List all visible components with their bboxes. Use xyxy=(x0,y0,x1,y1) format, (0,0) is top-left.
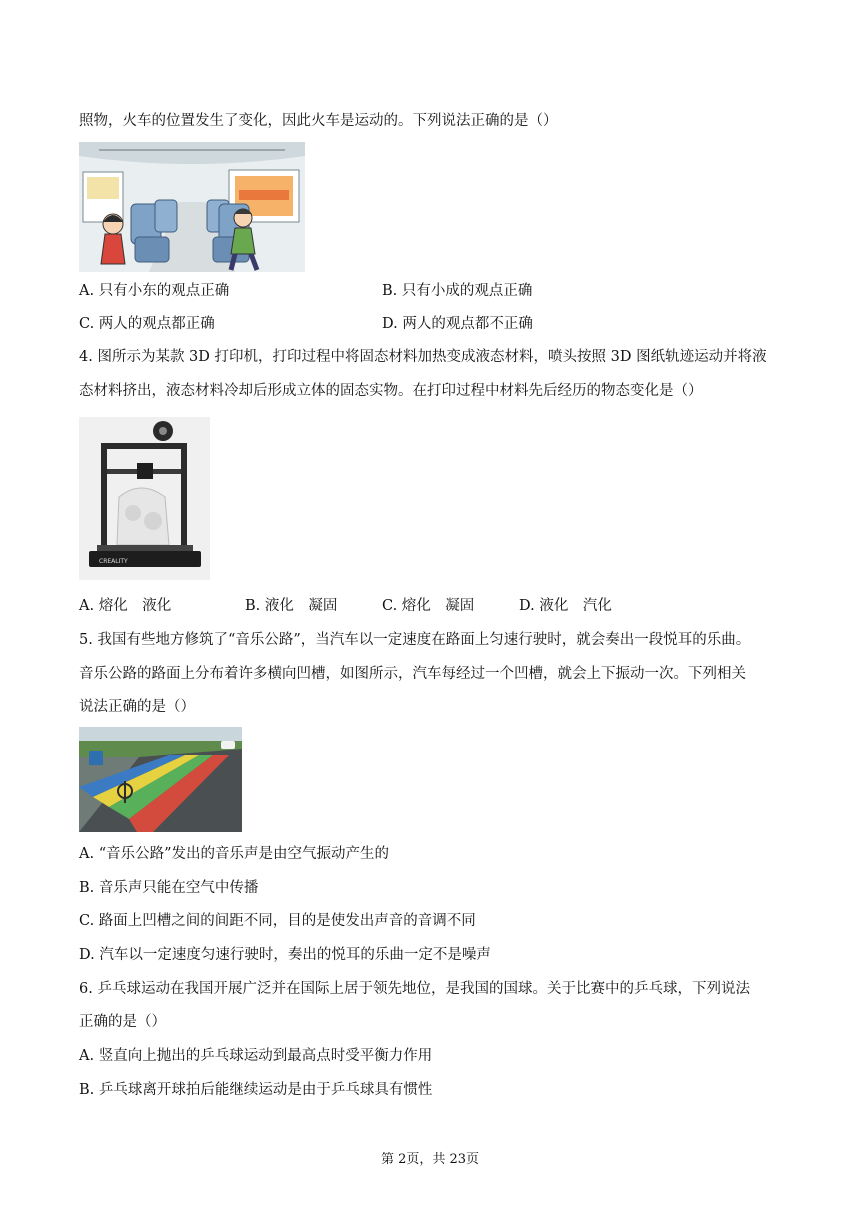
q5-option-a: A. “音乐公路”发出的音乐声是由空气振动产生的 xyxy=(79,846,390,862)
q5-stem-line-1: 5. 我国有些地方修筑了“音乐公路”，当汽车以一定速度在路面上匀速行驶时，就会奏出一段悦耳的乐曲。 xyxy=(79,632,751,648)
q3-option-a: A. 只有小东的观点正确 xyxy=(79,283,230,299)
q5-option-d: D. 汽车以一定速度匀速行驶时，奏出的悦耳的乐曲一定不是噪声 xyxy=(79,947,491,963)
train-interior-illustration xyxy=(79,142,305,272)
q4-option-b: B. 液化 凝固 xyxy=(245,598,338,614)
q6-option-b: B. 乒乓球离开球拍后能继续运动是由于乒乓球具有惯性 xyxy=(79,1082,433,1098)
q3-option-c: C. 两人的观点都正确 xyxy=(79,316,215,332)
music-road-svg xyxy=(79,727,242,832)
q5-stem-line-2: 音乐公路的路面上分布着许多横向凹槽，如图所示，汽车每经过一个凹槽，就会上下振动一次。下列相关 xyxy=(79,666,746,682)
printer-brand-label: CREALITY xyxy=(99,558,128,565)
q5-stem-line-3: 说法正确的是（） xyxy=(79,699,195,715)
q6-stem-line-2: 正确的是（） xyxy=(79,1014,166,1030)
music-road-photo xyxy=(79,727,242,832)
q3-option-d: D. 两人的观点都不正确 xyxy=(382,316,533,332)
train-scene-svg xyxy=(79,142,305,272)
q3-option-b: B. 只有小成的观点正确 xyxy=(382,283,533,299)
q5-option-b: B. 音乐声只能在空气中传播 xyxy=(79,880,259,896)
q4-stem-line-2: 态材料挤出，液态材料冷却后形成立体的固态实物。在打印过程中材料先后经历的物态变化是（） xyxy=(79,383,703,399)
3d-printer-photo xyxy=(79,417,210,580)
q6-stem-line-1: 6. 乒乓球运动在我国开展广泛并在国际上居于领先地位，是我国的国球。关于比赛中的乒乓球，下列说法 xyxy=(79,981,750,997)
page-number-footer: 第 2页，共 23页 xyxy=(380,1152,480,1167)
q4-option-c: C. 熔化 凝固 xyxy=(382,598,475,614)
q3-stem-tail: 照物，火车的位置发生了变化，因此火车是运动的。下列说法正确的是（） xyxy=(79,113,558,129)
q4-option-d: D. 液化 汽化 xyxy=(519,598,612,614)
q5-option-c: C. 路面上凹槽之间的间距不同，目的是使发出声音的音调不同 xyxy=(79,913,476,929)
q4-option-a: A. 熔化 液化 xyxy=(79,598,172,614)
q4-stem-line-1: 4. 图所示为某款 3D 打印机，打印过程中将固态材料加热变成液态材料，喷头按照 3D 图纸轨迹运动并将液 xyxy=(79,349,767,365)
q6-option-a: A. 竖直向上抛出的乒乓球运动到最高点时受平衡力作用 xyxy=(79,1048,433,1064)
3d-printer-svg xyxy=(79,417,210,580)
